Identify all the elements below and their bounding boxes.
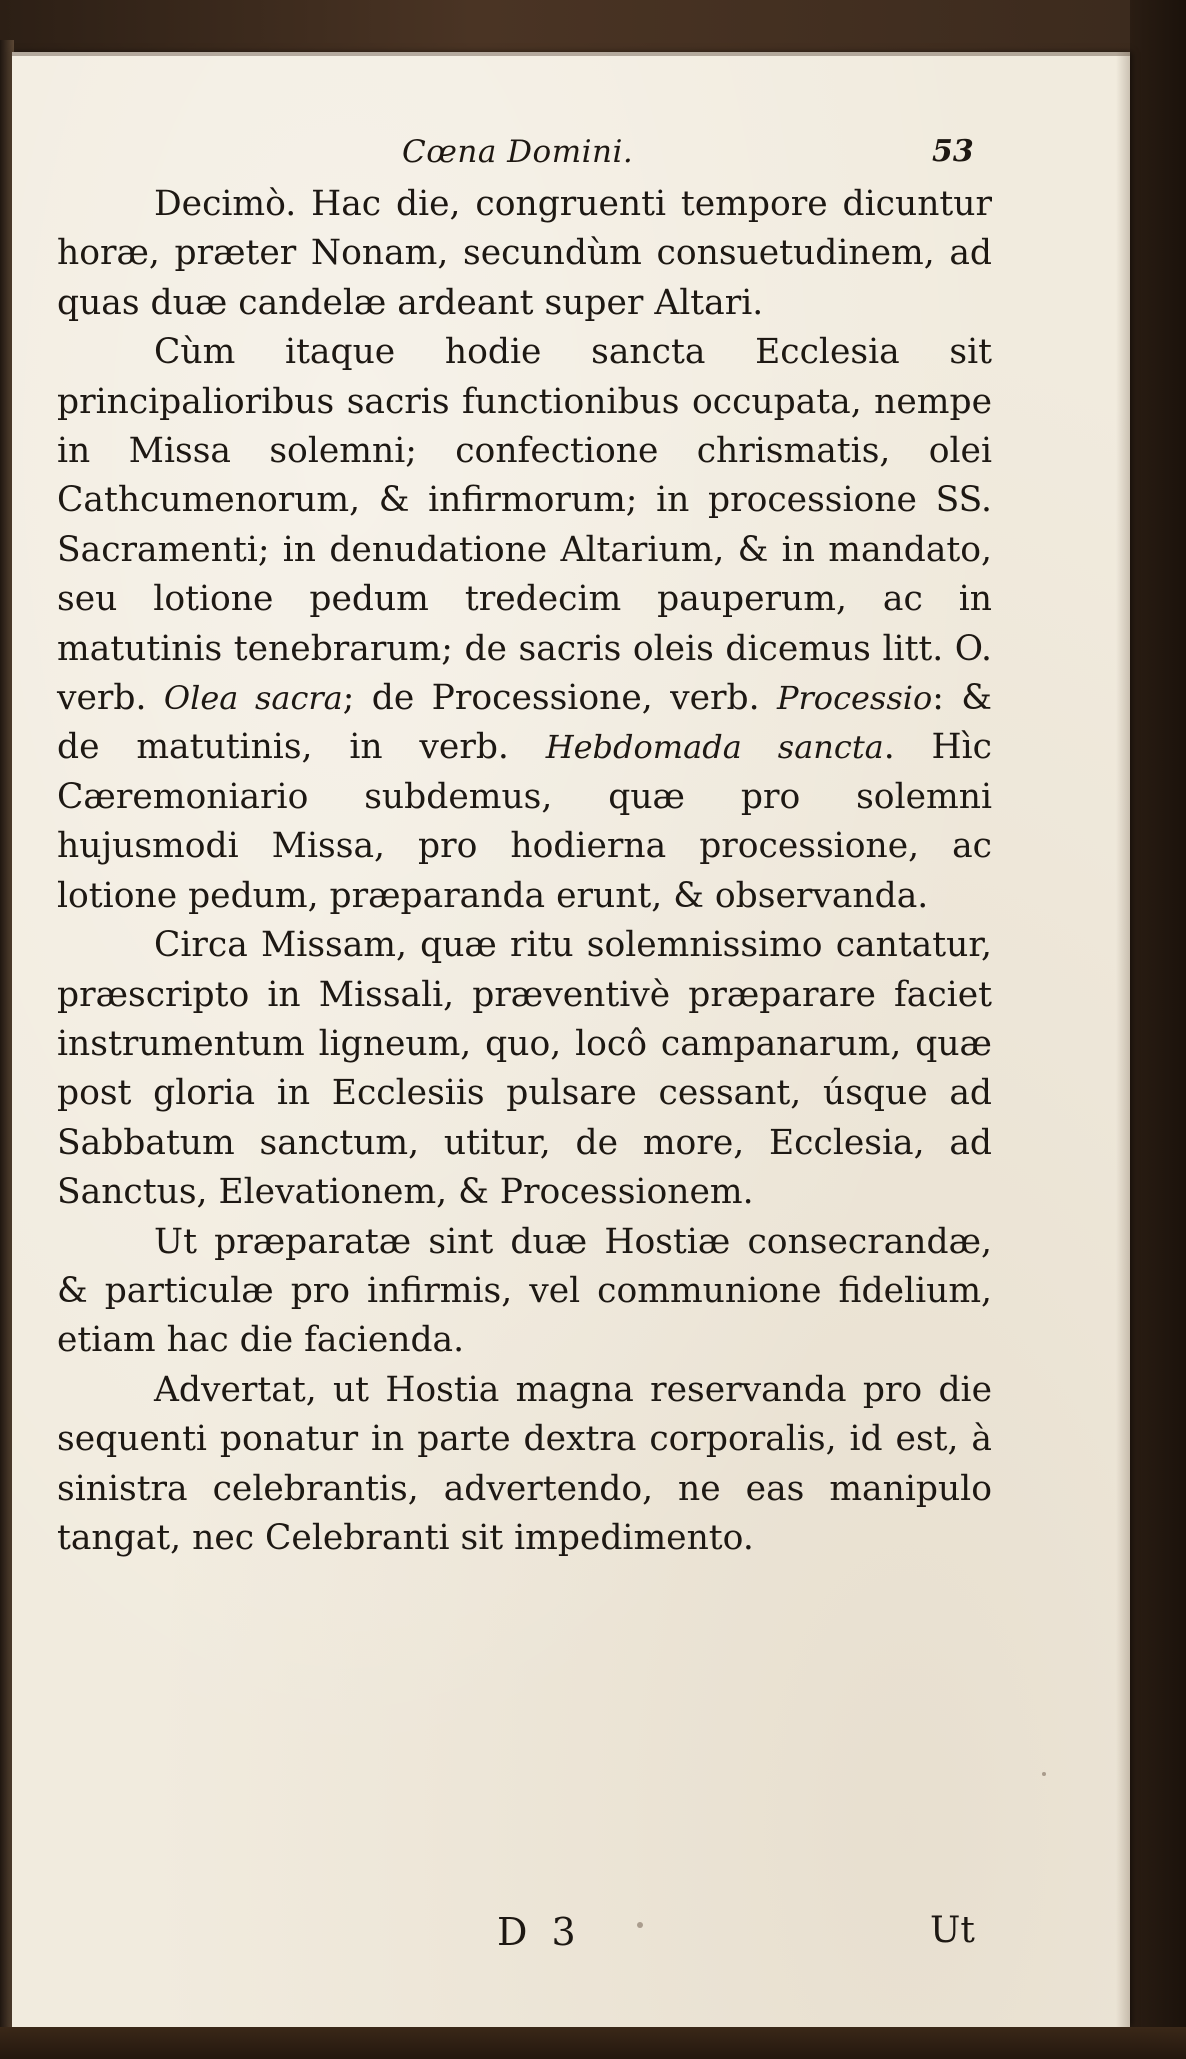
paragraph-circa-missam: Circa Missam, quæ ritu solemnissimo cantatur, præscripto in Missali, præventivè præparare faciet instrumentum ligneum, quo, locô campanarum, quæ post gloria in Ecclesiis pulsare cessant, úsque ad Sabbatum sanctum, utitur, de more, Ecclesia, ad Sanctus, Elevationem, & Processionem. (57, 925, 992, 1213)
signature-mark: D 3 (497, 1910, 582, 1954)
catchword: Ut (930, 1910, 975, 1951)
paragraph-ut-praeparatae: Ut præparatæ sint duæ Hostiæ consecrandæ, & particulæ pro infirmis, vel communione fidelium, etiam hac die facienda. (57, 1221, 992, 1361)
ink-speck (1042, 1772, 1046, 1776)
italic-term: Olea sacra (163, 679, 343, 718)
page-top-edge (12, 52, 1130, 56)
ink-speck (637, 1922, 643, 1928)
italic-term: Hebdomada sancta (545, 728, 884, 767)
page-number: 53 (932, 134, 974, 169)
book-bottom-edge (0, 2027, 1186, 2059)
page-right-edge (1116, 52, 1130, 2027)
paragraph-decimo: Decimò. Hac die, congruenti tempore dicuntur horæ, præter Nonam, secundùm consuetudinem, ad quas duæ candelæ ardeant super Altari. (57, 184, 992, 323)
paragraph-cum-itaque: Cùm itaque hodie sancta Ecclesia sit principalioribus sacris functionibus occupata, nempe in Missa solemni; confectione chrismatis, olei Cathcumenorum, & infirmorum; in processione SS. Sacramenti; in denudatione Altarium, & in mandato, seu lotione pedum tredecim pauperum, ac in matutinis tenebrarum; de sacris oleis dicemus litt. O. verb. Olea sacra; de Processione, verb. Processio: & de matutinis, in verb. Hebdomada sancta. Hìc Cæremoniario subdemus, quæ pro solemni hujusmodi Missa, pro hodierna processione, ac lotione pedum, præparanda erunt, & observanda. (57, 332, 992, 916)
book-page (12, 52, 1130, 2027)
italic-term: Processio (776, 679, 933, 718)
page-body (57, 180, 992, 1563)
paragraph-advertat: Advertat, ut Hostia magna reservanda pro die sequenti ponatur in parte dextra corporalis, id est, à sinistra celebrantis, advertendo, ne eas manipulo tangat, nec Celebranti sit impedimento. (57, 1369, 992, 1558)
running-title: Cœna Domini. (402, 134, 634, 170)
book-right-shadow (1130, 0, 1186, 2059)
